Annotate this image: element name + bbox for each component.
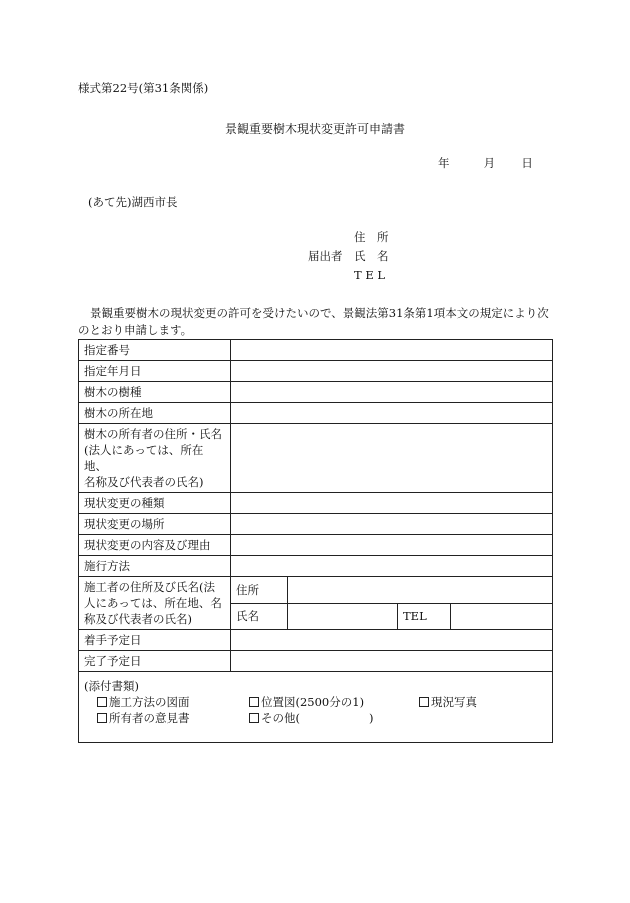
- row-label-designation-number: 指定番号: [79, 340, 231, 361]
- date-day: 日: [521, 156, 533, 170]
- table-row: [79, 424, 553, 493]
- applicant-tel-label: T E L: [354, 268, 386, 282]
- contractor-label-line2: 人にあっては、所在地、名: [84, 596, 222, 610]
- contractor-name-label: 氏名: [231, 603, 288, 630]
- row-label-tree-location: 樹木の所在地: [79, 403, 231, 424]
- contractor-label-line1: 施工者の住所及び氏名(法: [84, 580, 215, 594]
- change-content-field[interactable]: [231, 535, 553, 556]
- attachment-item: [97, 694, 249, 710]
- attachments-heading: (添付書類): [84, 679, 139, 693]
- row-label-change-place: 現状変更の場所: [79, 514, 231, 535]
- tree-location-field[interactable]: [231, 403, 553, 424]
- checkbox-icon[interactable]: [97, 713, 107, 723]
- applicant-name-label: 氏 名: [354, 249, 389, 263]
- applicant-address-label: 住 所: [354, 230, 389, 244]
- row-label-method: 施行方法: [79, 556, 231, 577]
- contractor-address-field[interactable]: [288, 577, 553, 604]
- attachments-cell: [79, 672, 553, 743]
- table-row: [79, 630, 553, 651]
- table-row: [79, 535, 553, 556]
- applicant-block: [308, 228, 389, 285]
- change-place-field[interactable]: [231, 514, 553, 535]
- row-label-end-date: 完了予定日: [79, 651, 231, 672]
- table-row: [79, 361, 553, 382]
- table-row: [79, 340, 553, 361]
- contractor-tel-field[interactable]: [451, 603, 553, 630]
- checkbox-icon[interactable]: [249, 713, 259, 723]
- application-table: [78, 339, 553, 743]
- table-row: [79, 493, 553, 514]
- row-label-change-type: 現状変更の種類: [79, 493, 231, 514]
- table-row: [79, 651, 553, 672]
- designation-date-field[interactable]: [231, 361, 553, 382]
- row-label-tree-species: 樹木の樹種: [79, 382, 231, 403]
- method-field[interactable]: [231, 556, 553, 577]
- attachment-item: [419, 694, 477, 710]
- owner-label-line1: 樹木の所有者の住所・氏名: [84, 427, 222, 441]
- checkbox-icon[interactable]: [97, 697, 107, 707]
- applicant-lead: 届出者: [308, 249, 343, 263]
- checkbox-icon[interactable]: [419, 697, 429, 707]
- row-label-contractor: [79, 577, 231, 630]
- attachment-item: [249, 694, 419, 710]
- row-label-change-content: 現状変更の内容及び理由: [79, 535, 231, 556]
- table-row: [79, 403, 553, 424]
- row-label-start-date: 着手予定日: [79, 630, 231, 651]
- contractor-label-line3: 称及び代表者の氏名): [84, 612, 192, 626]
- document-title: 景観重要樹木現状変更許可申請書: [224, 122, 405, 136]
- tree-species-field[interactable]: [231, 382, 553, 403]
- attachment-label: その他( ): [261, 711, 374, 725]
- date-year: 年: [438, 156, 450, 170]
- owner-label-line2: (法人にあっては、所在地、: [84, 443, 204, 473]
- contractor-address-label: 住所: [231, 577, 288, 604]
- owner-label-line3: 名称及び代表者の氏名): [84, 475, 204, 489]
- addressee: (あて先)湖西市長: [88, 195, 178, 209]
- date-row: [438, 155, 533, 171]
- row-label-designation-date: 指定年月日: [79, 361, 231, 382]
- table-row: [79, 514, 553, 535]
- designation-number-field[interactable]: [231, 340, 553, 361]
- table-row: [79, 382, 553, 403]
- change-type-field[interactable]: [231, 493, 553, 514]
- owner-field[interactable]: [231, 424, 553, 493]
- table-row: [79, 577, 553, 604]
- row-label-owner: [79, 424, 231, 493]
- end-date-field[interactable]: [231, 651, 553, 672]
- attachment-label: 位置図(2500分の1): [261, 695, 365, 709]
- date-month: 月: [483, 156, 496, 170]
- table-row: [79, 672, 553, 743]
- contractor-name-field[interactable]: [288, 603, 398, 630]
- table-row: [79, 556, 553, 577]
- attachment-item: [249, 710, 419, 726]
- contractor-tel-label: TEL: [398, 603, 451, 630]
- start-date-field[interactable]: [231, 630, 553, 651]
- intro-text: 景観重要樹木の現状変更の許可を受けたいので、景観法第31条第1項本文の規定により次のとおり申請します。: [78, 306, 549, 337]
- attachment-item: [97, 710, 249, 726]
- form-number: 様式第22号(第31条関係): [78, 81, 209, 95]
- attachment-label: 施工方法の図面: [109, 695, 190, 709]
- attachment-label: 所有者の意見書: [109, 711, 190, 725]
- attachment-label: 現況写真: [431, 695, 477, 709]
- checkbox-icon[interactable]: [249, 697, 259, 707]
